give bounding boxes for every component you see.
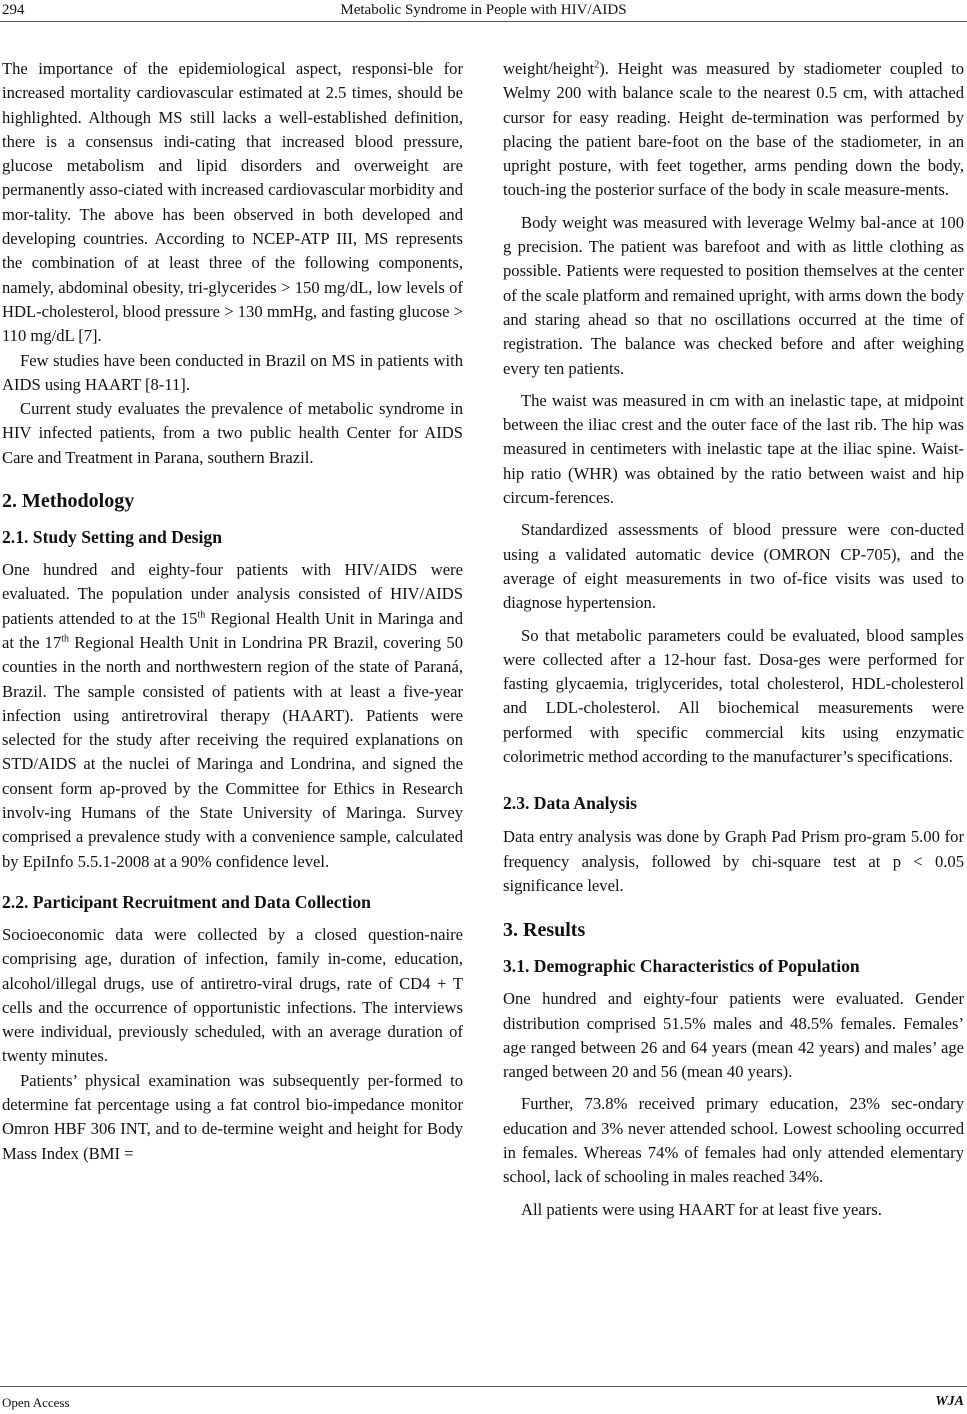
paragraph-blood-pressure: Standardized assessments of blood pressure were con-ducted using a validated automatic device (OMRON CP-705), and the average of eight measurements in two of-fice visits was used to diagnose hypertension.	[503, 520, 964, 613]
paragraph-study-setting: One hundred and eighty-four patients with HIV/AIDS were evaluated. The population under analysis consisted of HIV/AIDS patients attended to at the 15th Regional Health Unit in Maringa and at the 17th Regional Health Unit in Londrina PR Brazil, covering 50 counties in the north and northwestern region of the state of Paraná, Brazil. The sample consisted of patients with at least a five-year infection using antiretroviral therapy (HAART). Patients were selected for the study after receiving the required explanations on STD/AIDS at the nuclei of Maringa and Londrina, and signed the consent form ap-proved by the Committee for Ethics in Research involv-ing Humans of the State University of Maringa. Survey comprised a prevalence study with a convenience sample, calculated by EpiInfo 5.5.1-2008 at a 90% confidence level.	[2, 560, 463, 871]
heading-study-setting: 2.1. Study Setting and Design	[2, 527, 222, 548]
paragraph-brazil-studies: Few studies have been conducted in Brazil on MS in patients with AIDS using HAART [8-11].	[2, 350, 463, 394]
paragraph-gender: One hundred and eighty-four patients were evaluated. Gender distribution comprised 51.5% males and 48.5% females. Females’ age ranged between 26 and 64 years (mean 42 years) and males’ age ranged between 20 and 56 (mean 40 years).	[503, 989, 964, 1082]
left-column	[2, 57, 463, 1166]
journal-abbreviation: WJA	[935, 1394, 964, 1409]
page-number: 294	[2, 2, 25, 18]
heading-results: 3. Results	[503, 919, 586, 942]
paragraph-data-analysis: Data entry analysis was done by Graph Pad Prism pro-gram 5.00 for frequency analysis, followed by chi-square test at p < 0.05 significance level.	[503, 827, 964, 895]
paragraph-intro-ms: The importance of the epidemiological aspect, responsi-ble for increased mortality cardiovascular estimated at 2.5 times, should be highlighted. Although MS still lacks a well-established definition, there is a consensus indi-cating that increased blood pressure, glucose metabolism and lipid disorders and overweight are permanently asso-ciated with increased cardiovascular morbidity and mor-tality. The above has been observed in both developed and developing countries. According to NCEP-ATP III, MS represents the combination of at least three of the following components, namely, abdominal obesity, tri-glycerides > 150 mg/dL, low levels of HDL-cholesterol, blood pressure > 130 mmHg, and fasting glucose > 110 mg/dL [7].	[2, 59, 463, 346]
header-rule	[0, 21, 967, 22]
heading-data-analysis: 2.3. Data Analysis	[503, 793, 637, 814]
paragraph-waist: The waist was measured in cm with an inelastic tape, at midpoint between the iliac crest and the outer face of the last rib. The hip was measured in centimeters with inelastic tape at the iliac spine. Waist-hip ratio (WHR) was obtained by the ratio between waist and hip circum-ferences.	[503, 390, 964, 508]
open-access-label: Open Access	[2, 1395, 70, 1410]
paragraph-socioeconomic: Socioeconomic data were collected by a closed question-naire comprising age, duration of infection, family in-come, education, alcohol/illegal drugs, use of antiretro-viral drugs, rate of CD4 + T cells and the occurrence of opportunistic infections. The interviews were individual, previously scheduled, with an average duration of twenty minutes.	[2, 924, 463, 1066]
page-header	[0, 0, 967, 22]
footer-rule	[0, 1386, 967, 1387]
paragraph-study-aim: Current study evaluates the prevalence of metabolic syndrome in HIV infected patients, from a two public health Center for AIDS Care and Treatment in Parana, southern Brazil.	[2, 399, 463, 467]
page-footer	[0, 1386, 967, 1414]
running-title: Metabolic Syndrome in People with HIV/AIDS	[340, 2, 627, 18]
right-column	[503, 57, 964, 1222]
paragraph-physical-exam: Patients’ physical examination was subsequently per-formed to determine fat percentage using a fat control bio-impedance monitor Omron HBF 306 INT, and to de-termine weight and height for Body Mass Index (BMI =	[2, 1070, 463, 1163]
paragraph-height: weight/height$^2$). Height was measured by stadiometer coupled to Welmy 200 with balance scale to the nearest 0.5 cm, with attached cursor for easy reading. Height de-termination was performed by placing the patient bare-foot on the base of the stadiometer, in an upright posture, with feet together, arms pending down the body, touch-ing the posterior surface of the body in scale measure-ments.	[503, 59, 964, 200]
heading-demographic: 3.1. Demographic Characteristics of Population	[503, 956, 860, 977]
paragraph-weight: Body weight was measured with leverage Welmy bal-ance at 100 g precision. The patient was barefoot and with as little clothing as possible. Patients were requested to position themselves at the center of the scale platform and remained upright, with arms down the body and staring ahead so that no oscillations occurred at the time of registration. The balance was checked before and after weighing every ten patients.	[503, 212, 964, 378]
heading-methodology: 2. Methodology	[2, 490, 135, 513]
heading-recruitment: 2.2. Participant Recruitment and Data Collection	[2, 891, 371, 912]
paragraph-metabolic: So that metabolic parameters could be evaluated, blood samples were collected after a 12-hour fast. Dosa-ges were performed for fasting glycaemia, triglycerides, total cholesterol, HDL-cholesterol and LDL-cholesterol. All biochemical measurements were performed with specific commercial kits using enzymatic colorimetric method according to the manufacturer’s specifications.	[503, 625, 964, 767]
paragraph-education: Further, 73.8% received primary education, 23% sec-ondary education and 3% never attended school. Lowest schooling occurred in females. Whereas 74% of females had only attended elementary school, lack of schooling in males reached 34%.	[503, 1094, 964, 1187]
paragraph-haart: All patients were using HAART for at least five years.	[521, 1199, 882, 1219]
